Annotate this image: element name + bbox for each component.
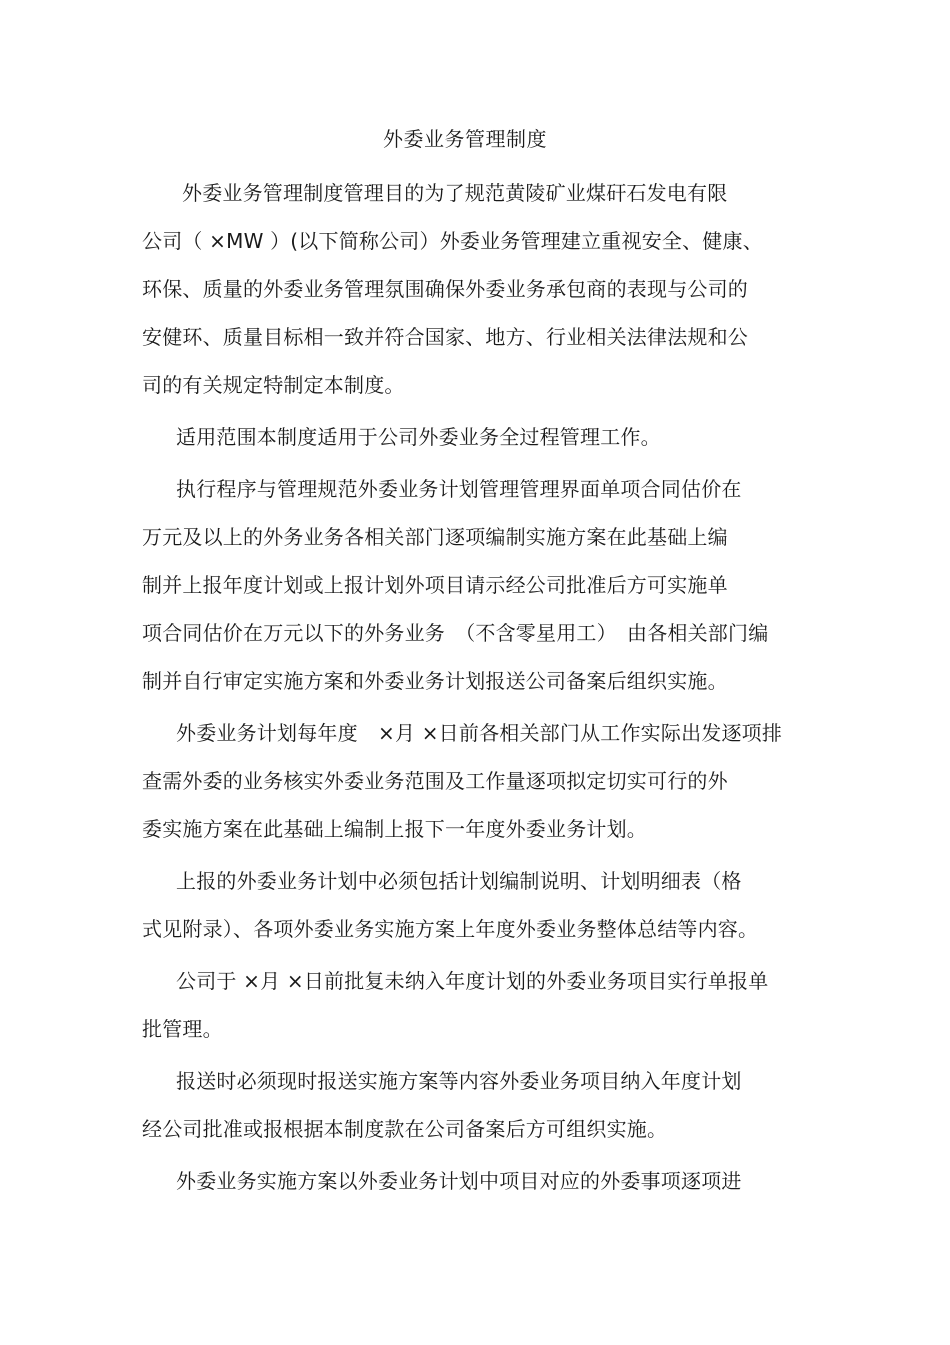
paragraph-line: 公司于 ×月 ×日前批复未纳入年度计划的外委业务项目实行单报单 bbox=[176, 969, 769, 993]
paragraph-line: 制并自行审定实施方案和外委业务计划报送公司备案后组织实施。 bbox=[142, 669, 728, 693]
paragraph-line: 批管理。 bbox=[142, 1017, 223, 1041]
paragraph-line: 执行程序与管理规范外委业务计划管理管理界面单项合同估价在 bbox=[176, 477, 742, 501]
paragraph-line: 上报的外委业务计划中必须包括计划编制说明、计划明细表（格 bbox=[176, 869, 742, 893]
document-body bbox=[142, 174, 802, 1210]
document-title: 外委业务管理制度 bbox=[383, 127, 547, 151]
paragraph-line: 委实施方案在此基础上编制上报下一年度外委业务计划。 bbox=[142, 817, 647, 841]
paragraph-line: 适用范围本制度适用于公司外委业务全过程管理工作。 bbox=[176, 425, 661, 449]
paragraph-line: 万元及以上的外务业务各相关部门逐项编制实施方案在此基础上编 bbox=[142, 525, 728, 549]
paragraph-line: 项合同估价在万元以下的外务业务 （不含零星用工） 由各相关部门编 bbox=[142, 621, 769, 645]
paragraph-line: 外委业务计划每年度 ×月 ×日前各相关部门从工作实际出发逐项排 bbox=[176, 721, 783, 745]
paragraph-line: 环保、质量的外委业务管理氛围确保外委业务承包商的表现与公司的 bbox=[142, 277, 748, 301]
paragraph-line: 外委业务管理制度管理目的为了规范黄陵矿业煤矸石发电有限 bbox=[182, 181, 728, 205]
paragraph-line: 公司（ ×MW ）(以下简称公司）外委业务管理建立重视安全、健康、 bbox=[142, 229, 763, 253]
paragraph-line: 外委业务实施方案以外委业务计划中项目对应的外委事项逐项进 bbox=[176, 1169, 742, 1193]
paragraph-line: 司的有关规定特制定本制度。 bbox=[142, 373, 405, 397]
paragraph-line: 查需外委的业务核实外委业务范围及工作量逐项拟定切实可行的外 bbox=[142, 769, 728, 793]
paragraph-line: 经公司批准或报根据本制度款在公司备案后方可组织实施。 bbox=[142, 1117, 668, 1141]
paragraph-line: 报送时必须现时报送实施方案等内容外委业务项目纳入年度计划 bbox=[176, 1069, 742, 1093]
paragraph-line: 式见附录）、各项外委业务实施方案上年度外委业务整体总结等内容。 bbox=[142, 917, 759, 941]
paragraph-line: 安健环、质量目标相一致并符合国家、地方、行业相关法律法规和公 bbox=[142, 325, 748, 349]
paragraph-line: 制并上报年度计划或上报计划外项目请示经公司批准后方可实施单 bbox=[142, 573, 728, 597]
